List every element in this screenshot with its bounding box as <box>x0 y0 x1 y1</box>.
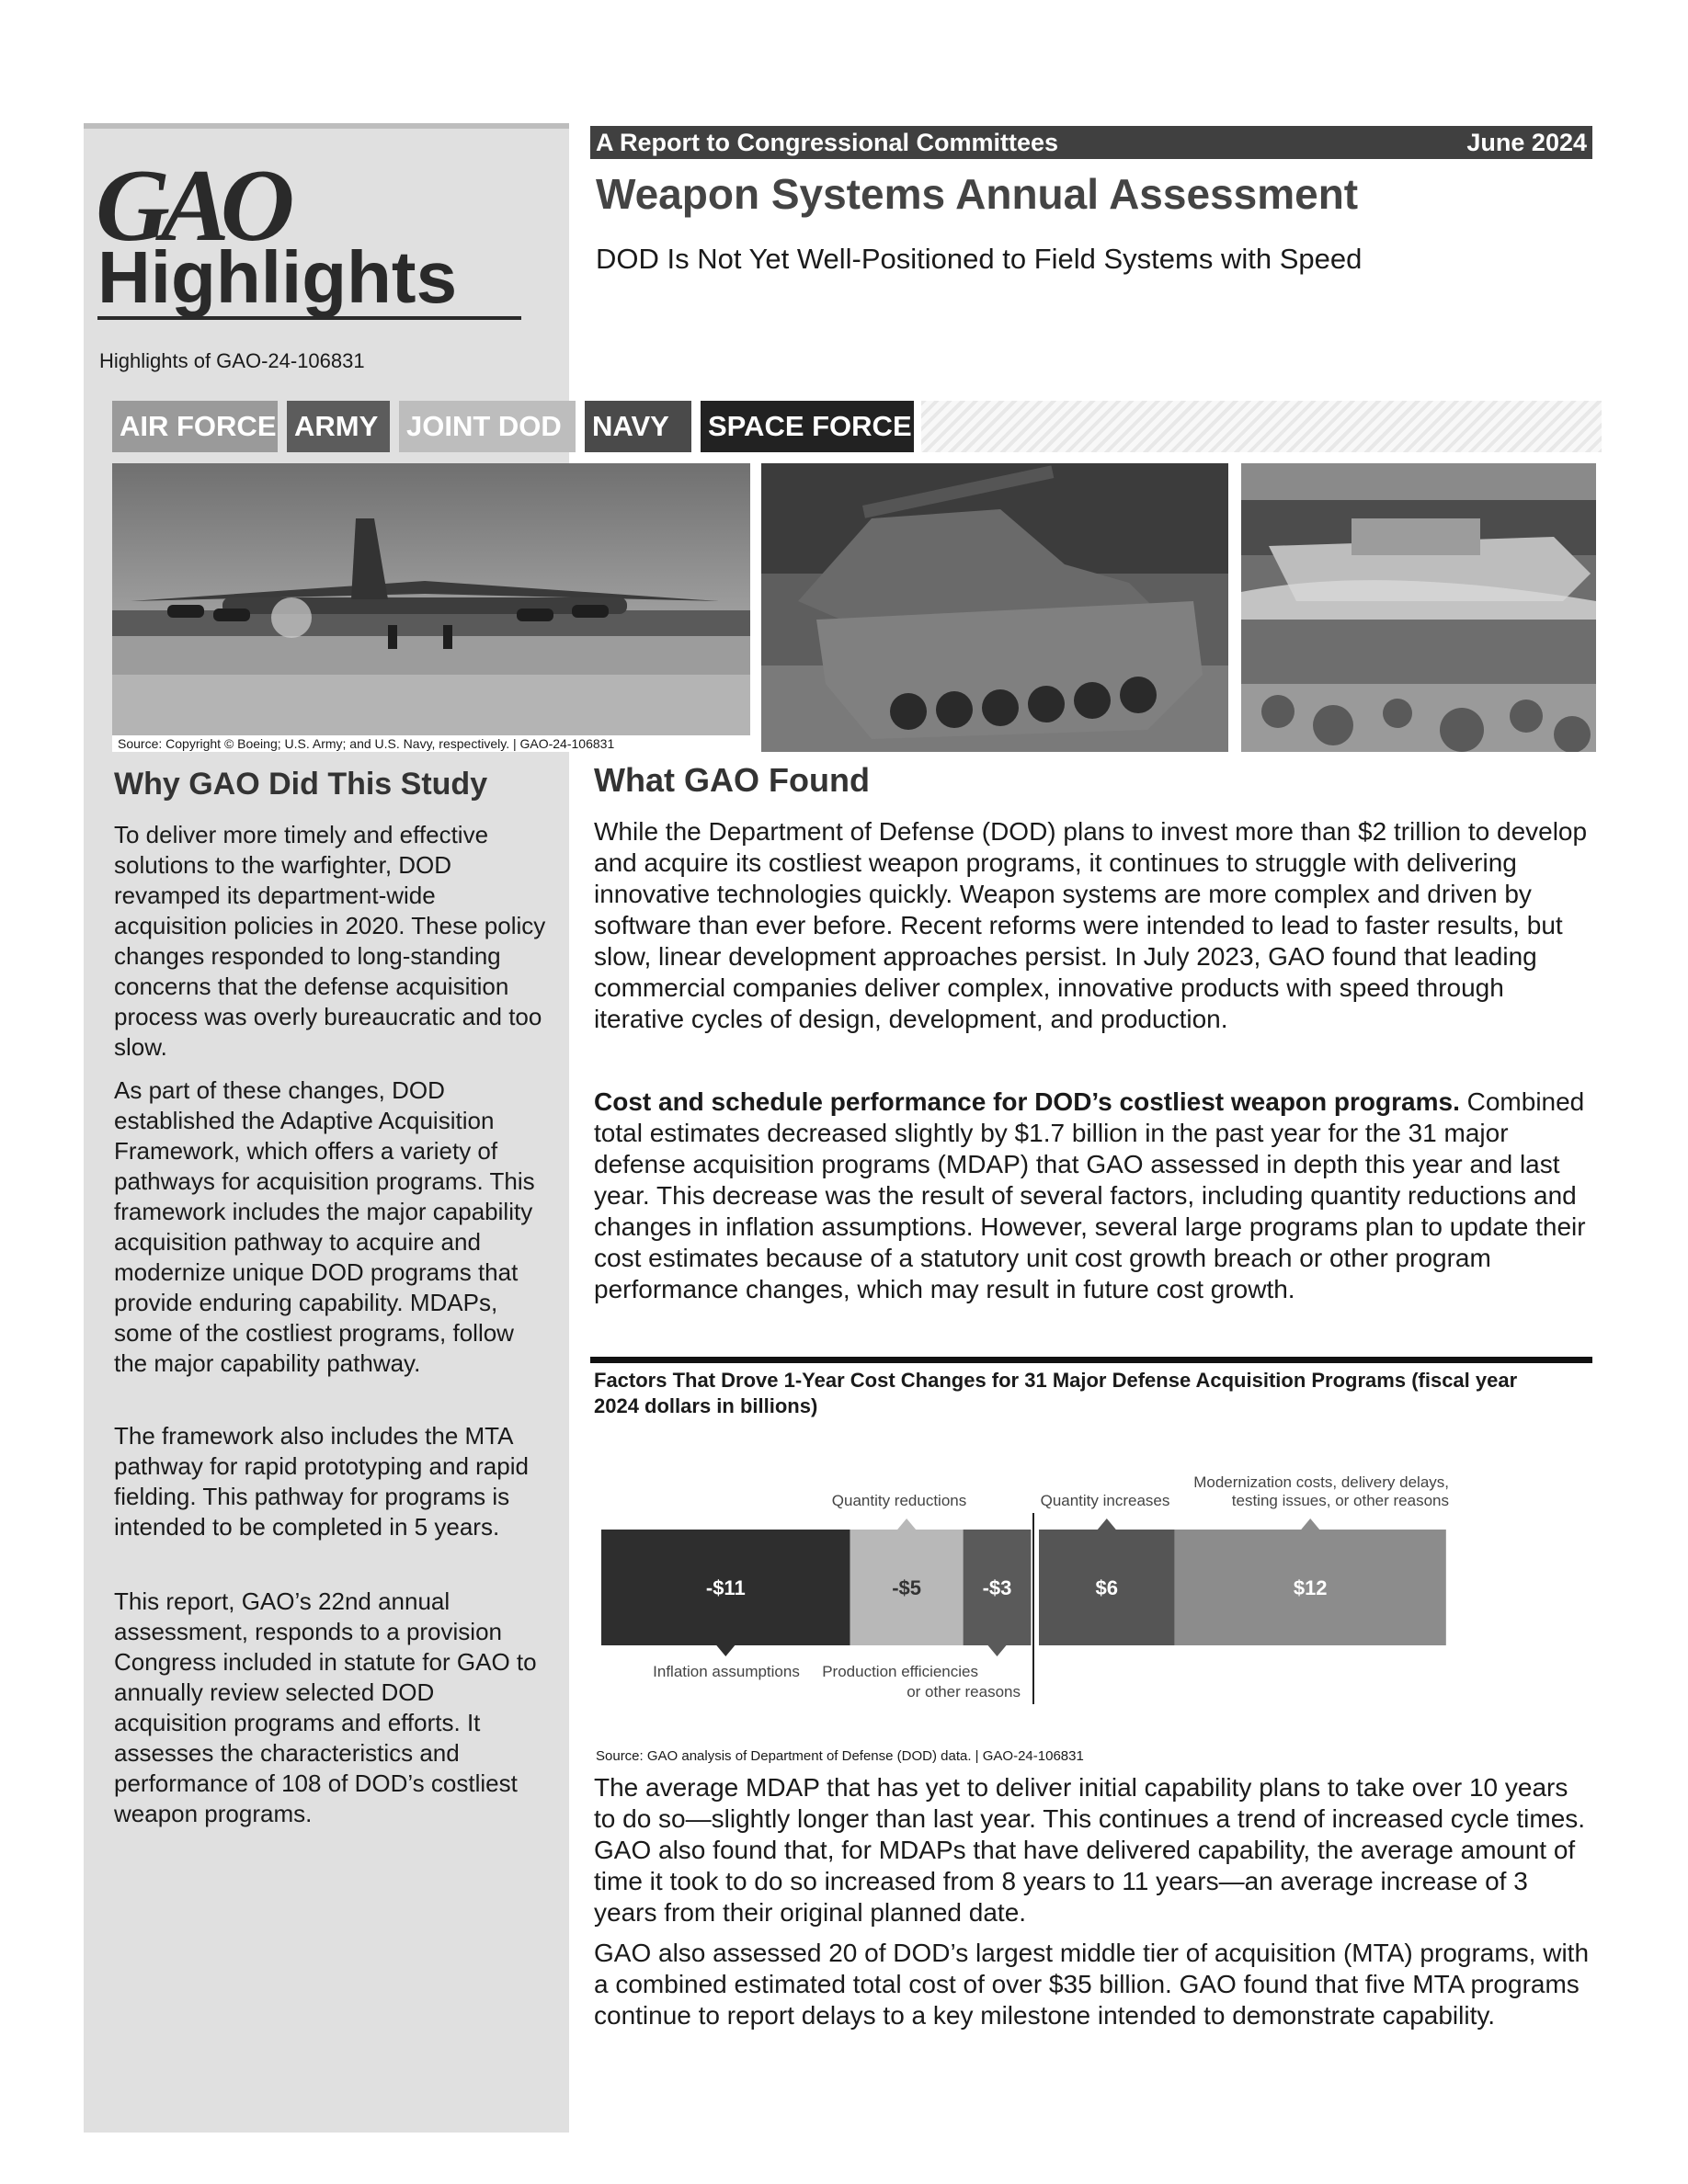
tab-army: ARMY <box>287 401 390 452</box>
label-inflation-assumptions: Inflation assumptions <box>653 1663 800 1680</box>
findings-paragraph <box>594 1086 1592 1305</box>
findings-paragraph: GAO also assessed 20 of DOD’s largest middle tier of acquisition (MTA) programs, with a combined estimated total cost of over $35 billion. GAO found that five MTA programs continue to report delays to a key milestone intended to demonstrate capability. <box>594 1939 1590 2030</box>
label-production-line-1: Production efficiencies <box>822 1663 978 1680</box>
quantity-increases-value-label: $6 <box>1095 1576 1119 1599</box>
production-efficiencies-pointer <box>988 1645 1007 1656</box>
figure-top-rule <box>590 1357 1592 1363</box>
why-study-heading: Why GAO Did This Study <box>114 767 488 802</box>
gao-logo: GAO <box>96 149 286 263</box>
label-modernization-line-2: testing issues, or other reasons <box>1231 1492 1449 1509</box>
modernization-pointer <box>1301 1519 1319 1530</box>
report-banner <box>590 126 1592 159</box>
tab-joint-dod: JOINT DOD <box>399 401 576 452</box>
why-study-paragraph: As part of these changes, DOD established the Adaptive Acquisition Framework, which offers a variety of pathways for acquisition programs. This framework includes the major capability acquisition pathway to acquire and modernize unique DOD programs that provide enduring capability. MDAPs, some of the costliest programs, follow the major capability pathway. <box>114 1076 535 1377</box>
hovercraft-photo <box>1241 463 1596 752</box>
report-id: Highlights of GAO-24-106831 <box>99 349 365 372</box>
page-subtitle: DOD Is Not Yet Well-Positioned to Field Systems with Speed <box>596 243 1363 275</box>
page-title: Weapon Systems Annual Assessment <box>596 170 1359 218</box>
chart-svg <box>594 1462 1513 1728</box>
tab-space-force: SPACE FORCE <box>701 401 914 452</box>
hatch-pattern <box>921 401 1602 452</box>
inflation-pointer <box>716 1645 735 1656</box>
why-study-paragraph: To deliver more timely and effective solutions to the warfighter, DOD revamped its department-wide acquisition policies in 2020. These policy changes responded to long-standing concerns that the defense acquisition process was overly bureaucratic and too slow. <box>114 821 546 1061</box>
cost-change-chart <box>594 1462 1513 1728</box>
findings-lead-in: Cost and schedule performance for DOD’s costliest weapon programs. <box>594 1087 1460 1116</box>
sidebar-top-rule <box>84 123 569 129</box>
label-quantity-increases: Quantity increases <box>1040 1492 1170 1509</box>
what-found-heading: What GAO Found <box>594 761 870 799</box>
quantity-increases-pointer <box>1098 1519 1116 1530</box>
findings-paragraph: The average MDAP that has yet to deliver initial capability plans to take over 10 years to do so—slightly longer than last year. This continues a trend of increased cycle times. GAO also found that, for MDAPs that have delivered capability, the average amount of time it took to do so increased from 8 years to 11 years—an average increase of 3 years from their original planned date. <box>594 1773 1586 1927</box>
figure-title: Factors That Drove 1-Year Cost Changes for 31 Major Defense Acquisition Programs (fiscal year 2024 dollars in billions) <box>594 1369 1518 1417</box>
figure-source: Source: GAO analysis of Department of Defense (DOD) data. | GAO-24-106831 <box>596 1748 1084 1764</box>
quantity-reductions-value-label: -$5 <box>892 1576 921 1599</box>
quantity-reductions-pointer <box>897 1519 916 1530</box>
service-tab-row <box>112 401 1602 454</box>
why-study-paragraph: This report, GAO’s 22nd annual assessment, responds to a provision Congress included in statute for GAO to annually review selected DOD acquisition programs and efforts. It assesses the characteristics and performance of 108 of DOD’s costliest weapon programs. <box>114 1587 537 1827</box>
tab-air-force: AIR FORCE <box>112 401 278 452</box>
why-study-paragraph: The framework also includes the MTA pathway for rapid prototyping and rapid fielding. This pathway for programs is intended to be completed in 5 years. <box>114 1422 529 1541</box>
label-quantity-reductions: Quantity reductions <box>831 1492 967 1509</box>
label-modernization-line-1: Modernization costs, delivery delays, <box>1193 1473 1449 1491</box>
tank-photo <box>761 463 1228 752</box>
bomber-photo <box>112 463 750 752</box>
highlights-wordmark: Highlights <box>97 241 521 320</box>
production-efficiencies-value-label: -$3 <box>982 1576 1012 1599</box>
inflation-value-label: -$11 <box>705 1576 746 1599</box>
tab-navy: NAVY <box>585 401 691 452</box>
photo-credit: Source: Copyright © Boeing; U.S. Army; and U.S. Navy, respectively. | GAO-24-106831 <box>112 735 750 752</box>
findings-body: Combined total estimates decreased slightly by $1.7 billion in the past year for the 31 major defense acquisition programs (MDAP) that GAO assessed in depth this year and last year. This decrease was the result of several factors, including quantity reductions and changes in inflation assumptions. However, several large programs plan to update their cost estimates because of a statutory unit cost growth breach or other program performance changes, which may result in future cost growth. <box>594 1087 1586 1303</box>
label-production-line-2: or other reasons <box>907 1683 1021 1701</box>
modernization-value-label: $12 <box>1293 1576 1328 1599</box>
banner-audience: A Report to Congressional Committees <box>596 129 1059 156</box>
findings-paragraph: While the Department of Defense (DOD) plans to invest more than $2 trillion to develop and acquire its costliest weapon programs, it continues to struggle with delivering innovative technologies quickly. Weapon systems are more complex and driven by software than ever before. Recent reforms were intended to lead to faster results, but slow, linear development approaches persist. In July 2023, GAO found that leading commercial companies deliver complex, innovative products with speed through iterative cycles of design, development, and production. <box>594 817 1588 1033</box>
banner-date: June 2024 <box>1466 129 1587 156</box>
